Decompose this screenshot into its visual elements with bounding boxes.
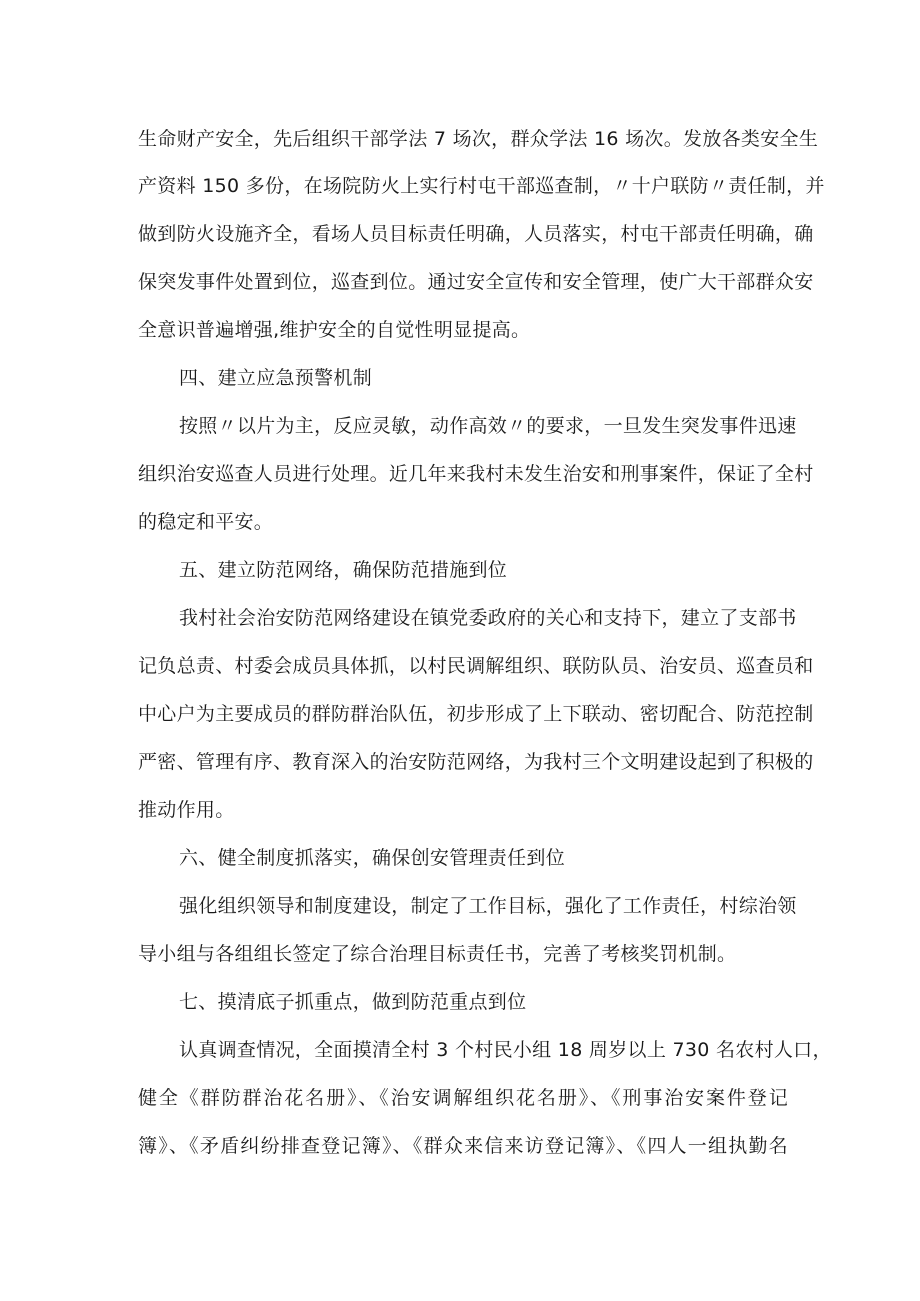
body-text-line: 产资料 150 多份，在场院防火上实行村屯干部巡查制，〃十户联防〃责任制，并 bbox=[138, 175, 825, 197]
body-text-line: 中心户为主要成员的群防群治队伍，初步形成了上下联动、密切配合、防范控制 bbox=[138, 703, 814, 725]
body-text-line: 严密、管理有序、教育深入的治安防范网络，为我村三个文明建设起到了积极的 bbox=[138, 751, 814, 773]
body-text-line: 全意识普遍增强,维护安全的自觉性明显提高。 bbox=[138, 319, 531, 341]
body-text-line: 导小组与各组组长签定了综合治理目标责任书，完善了考核奖罚机制。 bbox=[138, 943, 737, 965]
body-text-line: 的稳定和平安。 bbox=[138, 511, 274, 533]
body-text-line: 生命财产安全，先后组织干部学法 7 场次，群众学法 16 场次。发放各类安全生 bbox=[138, 128, 819, 150]
body-text-line: 保突发事件处置到位，巡查到位。通过安全宣传和安全管理，使广大干部群众安 bbox=[138, 271, 814, 293]
body-text-line: 做到防火设施齐全，看场人员目标责任明确，人员落实，村屯干部责任明确，确 bbox=[138, 223, 814, 245]
body-text-line: 健全《群防群治花名册》、《治安调解组织花名册》、《刑事治安案件登记 bbox=[138, 1087, 788, 1109]
body-text-line: 组织治安巡查人员进行处理。近几年来我村未发生治安和刑事案件，保证了全村 bbox=[138, 463, 814, 485]
body-text-line: 按照〃以片为主，反应灵敏，动作高效〃的要求，一旦发生突发事件迅速 bbox=[179, 415, 797, 437]
body-text-line: 推动作用。 bbox=[138, 799, 235, 821]
section-heading-4: 四、建立应急预警机制 bbox=[179, 367, 373, 389]
section-heading-6: 六、健全制度抓落实，确保创安管理责任到位 bbox=[179, 847, 566, 869]
section-heading-7: 七、摸清底子抓重点，做到防范重点到位 bbox=[179, 991, 527, 1013]
body-text-line: 记负总责、村委会成员具体抓，以村民调解组织、联防队员、治安员、巡查员和 bbox=[138, 655, 814, 677]
body-text-line: 我村社会治安防范网络建设在镇党委政府的关心和支持下，建立了支部书 bbox=[179, 607, 797, 629]
section-heading-5: 五、建立防范网络，确保防范措施到位 bbox=[179, 559, 508, 581]
body-text-line: 强化组织领导和制度建设，制定了工作目标，强化了工作责任，村综治领 bbox=[179, 895, 797, 917]
body-text-line: 认真调查情况，全面摸清全村 3 个村民小组 18 周岁以上 730 名农村人口， bbox=[179, 1039, 832, 1061]
body-text-line: 簿》、《矛盾纠纷排查登记簿》、《群众来信来访登记簿》、《四人一组执勤名 bbox=[138, 1135, 788, 1157]
